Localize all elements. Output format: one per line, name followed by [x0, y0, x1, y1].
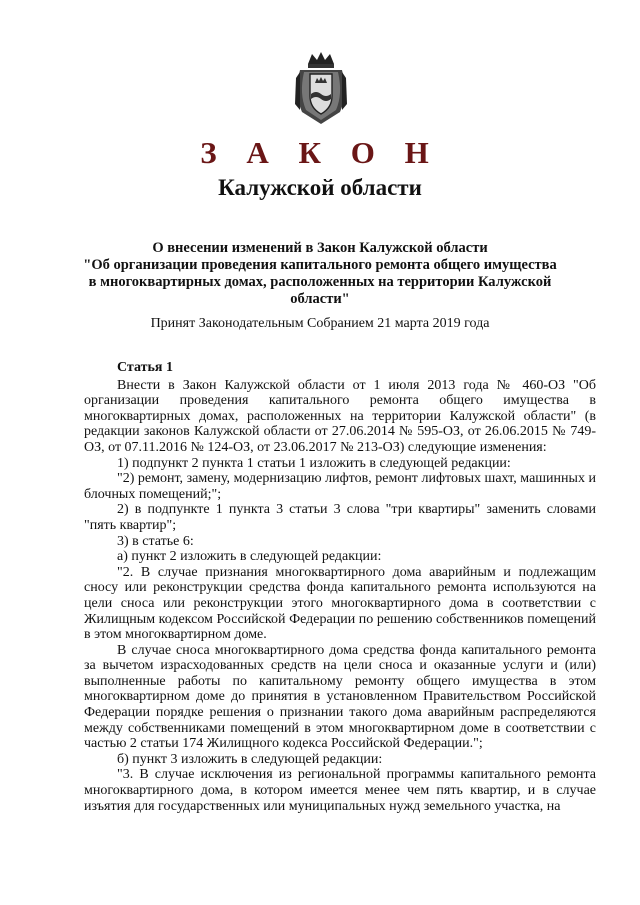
- paragraph: Внести в Закон Калужской области от 1 июля 2013 года № 460-ОЗ "Об организации проведения капитального ремонта общего имущества в многоквартирных домах, расположенных на территории Калужской области" (в редакции законов Калужской области от 27.06.2014 № 595-ОЗ, от 26.06.2015 № 749-ОЗ, от 07.11.2016 № 124-ОЗ, от 23.06.2017 № 213-ОЗ) следующие изменения:: [84, 377, 596, 455]
- adoption-statement: Принят Законодательным Собранием 21 марта 2019 года: [150, 316, 490, 331]
- law-subject: [80, 240, 560, 308]
- paragraph: "2) ремонт, замену, модернизацию лифтов, ремонт лифтовых шахт, машинных и блочных помещений;";: [84, 471, 596, 502]
- paragraph: В случае сноса многоквартирного дома средства фонда капитального ремонта за вычетом израсходованных средств на цели сноса и оказанные услуги и (или) выполненные работы по капитальному ремонту общего имущества в этом многоквартирном доме до принятия в установленном Правительством Российской Федерации порядке решения о признании такого дома аварийным распределяются между собственниками помещений в этом многоквартирном доме в соответствии с частью 2 статьи 174 Жилищного кодекса Российской Федерации.";: [84, 642, 596, 752]
- paragraph: 2) в подпункте 1 пункта 3 статьи 3 слова "три квартиры" заменить словами "пять квартир";: [84, 502, 596, 533]
- region-title: Калужской области: [218, 175, 422, 200]
- paragraph: "2. В случае признания многоквартирного дома аварийным и подлежащим сносу или реконструкции средства фонда капитального ремонта используются на цели сноса или реконструкции этого многоквартирного дома в соответствии с Жилищным кодексом Российской Федерации по решению собственников помещений в этом многоквартирном доме.: [84, 564, 596, 643]
- subject-line-3: в многоквартирных домах, расположенных на территории Калужской области": [88, 274, 552, 307]
- coat-of-arms-icon: [290, 50, 352, 126]
- law-title: З А К О Н: [200, 135, 440, 170]
- paragraph: 3) в статье 6:: [117, 533, 194, 549]
- subject-line-1: О внесении изменений в Закон Калужской области: [152, 240, 488, 256]
- paragraph: а) пункт 2 изложить в следующей редакции:: [117, 549, 382, 565]
- article-heading: Статья 1: [117, 360, 173, 375]
- paragraph: "3. В случае исключения из региональной программы капитального ремонта многоквартирного дома, в котором имеется менее чем пять квартир, и в случае изъятия для государственных или муниципальных нужд земельного участка, на: [84, 767, 596, 814]
- paragraph: 1) подпункт 2 пункта 1 статьи 1 изложить в следующей редакции:: [117, 455, 511, 471]
- paragraph: б) пункт 3 изложить в следующей редакции:: [117, 751, 383, 767]
- article-body: [84, 360, 596, 814]
- subject-line-2: "Об организации проведения капитального ремонта общего имущества: [83, 257, 557, 273]
